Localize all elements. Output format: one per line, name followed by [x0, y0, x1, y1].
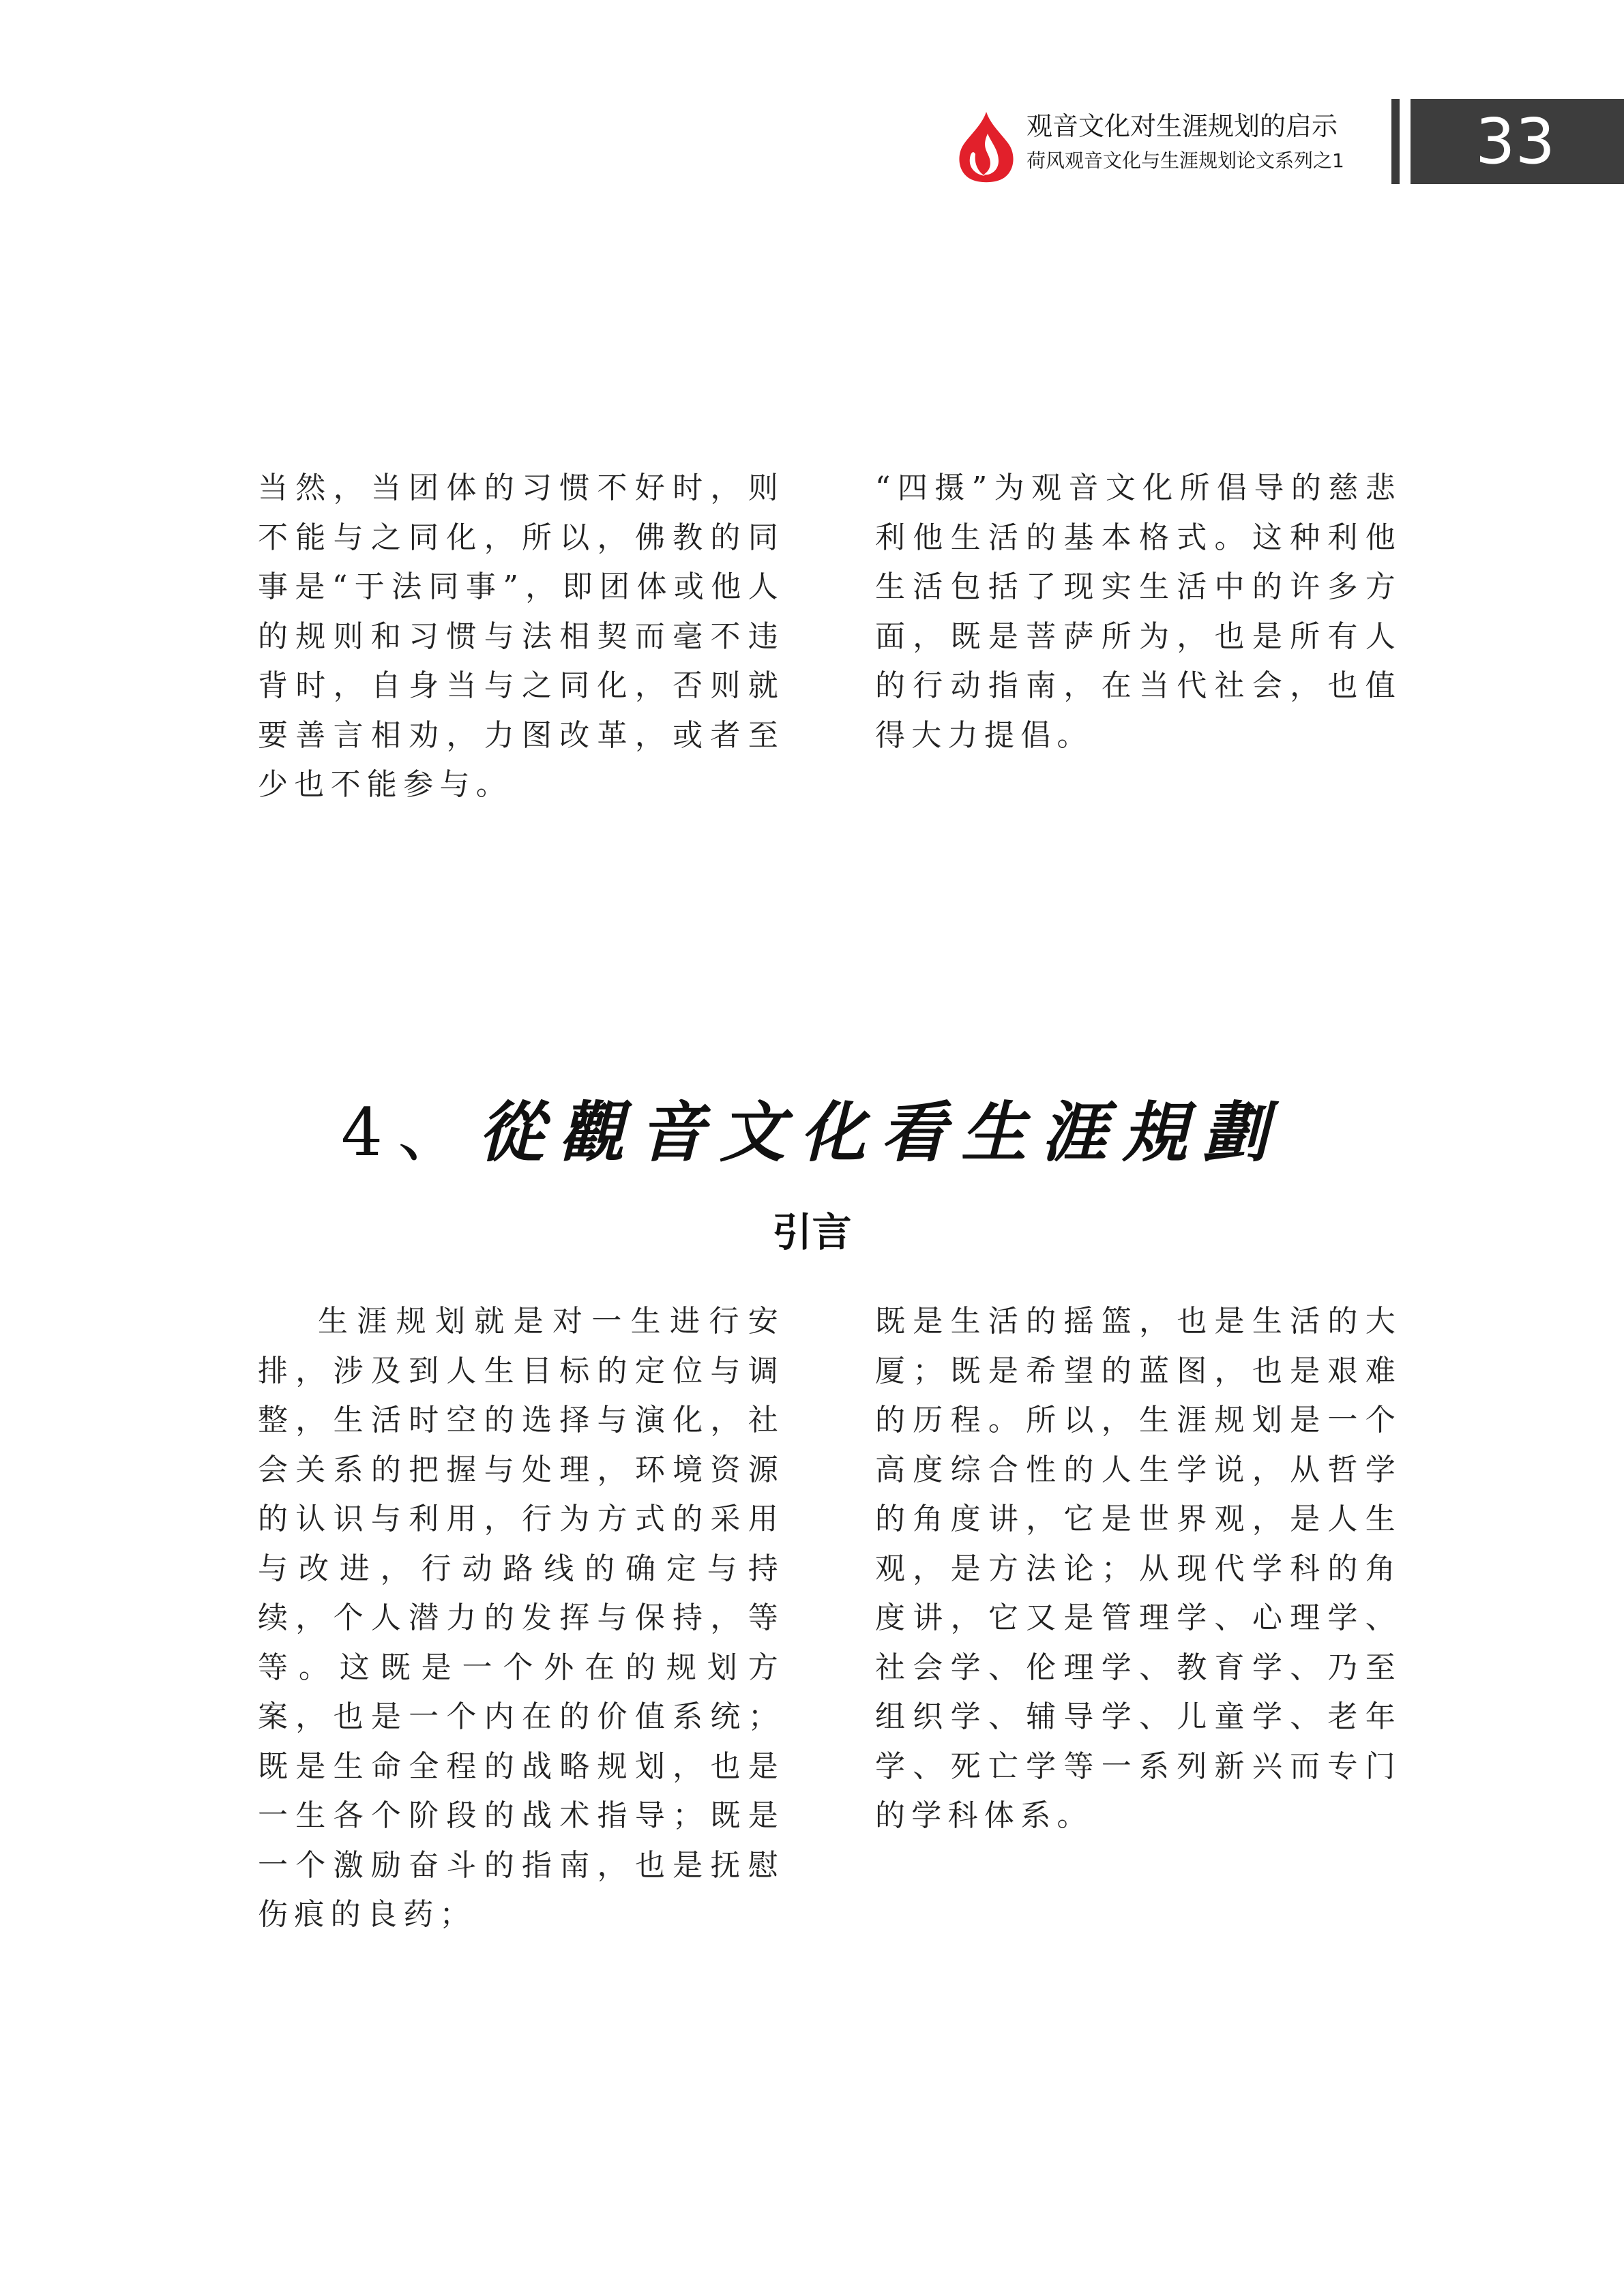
top-right-paragraph: “四摄”为观音文化所倡导的慈悲利他生活的基本格式。这种利他生活包括了现实生活中的许多方面，既是菩萨所为，也是所有人的行动指南，在当代社会，也值得大力提倡。	[875, 471, 1402, 753]
header-subtitle: 荷风观音文化与生涯规划论文系列之1	[1027, 149, 1344, 172]
top-right-column	[875, 464, 1402, 760]
header-divider-bar	[1391, 99, 1400, 184]
top-left-column	[258, 464, 784, 810]
section-subheading: 引言	[772, 1209, 852, 1255]
header-title: 观音文化对生涯规划的启示	[1027, 111, 1338, 141]
top-left-paragraph: 当然，当团体的习惯不好时，则不能与之同化，所以，佛教的同事是“于法同事”，即团体或他人的规则和习惯与法相契而毫不违背时，自身当与之同化，否则就要善言相劝，力图改革，或者至少也不能参与。	[258, 471, 784, 802]
section-title: 從觀音文化看生涯規劃	[478, 1094, 1284, 1171]
section-heading	[0, 1081, 1624, 1174]
header-text	[1027, 109, 1381, 175]
flame-logo-icon	[955, 109, 1018, 184]
page-header	[0, 95, 1624, 184]
bottom-right-paragraph: 既是生活的摇篮，也是生活的大厦；既是希望的蓝图，也是艰难的历程。所以，生涯规划是一个高度综合性的人生学说，从哲学的角度讲，它是世界观，是人生观，是方法论；从现代学科的角度讲，它又是管理学、心理学、社会学、伦理学、教育学、乃至组织学、辅导学、儿童学、老年学、死亡学等一系列新兴而专门的学科体系。	[875, 1304, 1402, 1833]
bottom-left-paragraph: 生涯规划就是对一生进行安排，涉及到人生目标的定位与调整，生活时空的选择与演化，社会关系的把握与处理，环境资源的认识与利用，行为方式的采用与改进，行动路线的确定与持续，个人潜力的发挥与保持，等等。这既是一个外在的规划方案，也是一个内在的价值系统；既是生命全程的战略规划，也是一生各个阶段的战术指导；既是一个激励奋斗的指南，也是抚慰伤痕的良药；	[258, 1304, 784, 1932]
section-number: 4、	[340, 1094, 479, 1171]
bottom-left-column	[258, 1297, 784, 1940]
page-number: 33	[1411, 99, 1624, 184]
bottom-right-column	[875, 1297, 1402, 1841]
